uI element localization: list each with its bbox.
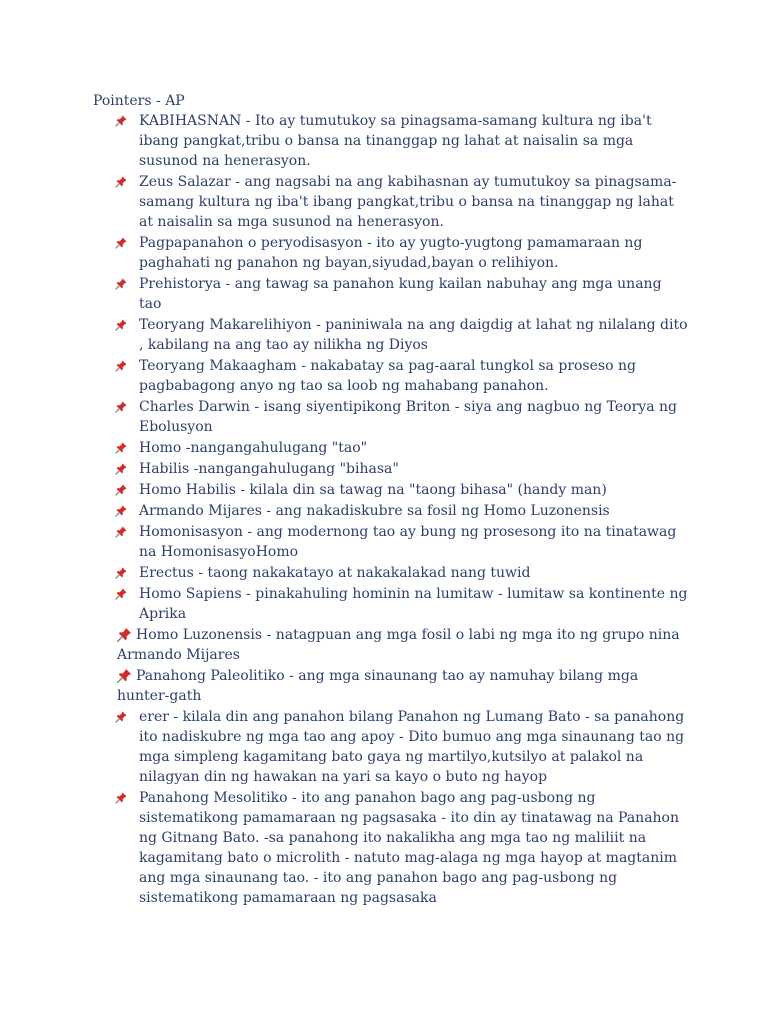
- list-item: [0, 438, 768, 458]
- list-item-text: Homonisasyon - ang modernong tao ay bung ng prosesong ito na tinatawag na HomonisasyoHomo: [139, 524, 677, 560]
- list-item-text: Homo -nangangahulugang "tao": [139, 440, 368, 456]
- list-item-text: Erectus - taong nakakatayo at nakakalakad nang tuwid: [139, 565, 531, 581]
- list-item: [0, 666, 768, 706]
- list-item: [0, 584, 768, 624]
- list-item: [0, 788, 768, 908]
- list-item-text: Pagpapanahon o peryodisasyon - ito ay yugto-yugtong pamamaraan ng paghahati ng panahon ng bayan,siyudad,bayan o relihiyon.: [139, 235, 643, 271]
- pushpin-icon: [114, 175, 128, 189]
- list-item-text: Homo Sapiens - pinakahuling hominin na lumitaw - lumitaw sa kontinente ng Aprika: [139, 586, 688, 622]
- pushpin-icon: [114, 318, 128, 332]
- pushpin-icon: [114, 359, 128, 373]
- list-item-text: erer - kilala din ang panahon bilang Panahon ng Lumang Bato - sa panahong ito nadiskubre ng mga tao ang apoy - Dito bumuo ang mga sinaunang tao ng mga simpleng kagamitang bato gaya ng martilyo,kutsilyo at palakol na nilagyan din ng hawakan na yari sa kayo o buto ng hayop: [139, 709, 685, 785]
- list-item: [0, 233, 768, 273]
- list-item: [0, 563, 768, 583]
- pushpin-icon: [114, 710, 128, 724]
- pushpin-icon: [114, 504, 128, 518]
- page-title: Pointers - AP: [93, 93, 185, 109]
- list-item: [0, 356, 768, 396]
- pushpin-icon: [114, 462, 128, 476]
- list-item-text: Prehistorya - ang tawag sa panahon kung kailan nabuhay ang mga unang tao: [139, 276, 662, 312]
- list-item-text: Zeus Salazar - ang nagsabi na ang kabihasnan ay tumutukoy sa pinagsama-samang kultura ng iba't ibang pangkat,tribu o bansa na tinanggap ng lahat at naisalin sa mga susunod na henerasyon.: [139, 174, 677, 230]
- list-item: [0, 707, 768, 787]
- list-item-text: Teoryang Makarelihiyon - paniniwala na ang daigdig at lahat ng nilalang dito , kabilang na ang tao ay nilikha ng Diyos: [139, 317, 688, 353]
- list-item: [0, 274, 768, 314]
- list-item: [0, 480, 768, 500]
- list-item: [0, 111, 768, 171]
- list-item-text: Panahong Mesolitiko - ito ang panahon bago ang pag-usbong ng sistematikong pamamaraan ng pagsasaka - ito din ay tinatawag na Panahon ng Gitnang Bato. -sa panahong ito nakalikha ang mga tao ng maliliit na kagamitang bato o microlith - natuto mag-alaga ng mga hayop at magtanim ang mga sinaunang tao. - ito ang panahon bago ang pag-usbong ng sistematikong pamamaraan ng pagsasaka: [139, 790, 680, 906]
- pushpin-icon: [114, 483, 128, 497]
- list-item: [0, 172, 768, 232]
- list-item: [0, 459, 768, 479]
- list-item-text: Armando Mijares - ang nakadiskubre sa fosil ng Homo Luzonensis: [139, 503, 610, 519]
- pushpin-icon: [116, 627, 132, 643]
- list-item: [0, 522, 768, 562]
- list-item-text: Homo Luzonensis - natagpuan ang mga fosil o labi ng mga ito ng grupo nina Armando Mijares: [117, 627, 680, 663]
- pushpin-icon: [114, 441, 128, 455]
- pushpin-icon: [114, 566, 128, 580]
- list-item-text: Teoryang Makaagham - nakabatay sa pag-aaral tungkol sa proseso ng pagbabagong anyo ng tao sa loob ng mahabang panahon.: [139, 358, 636, 394]
- pushpin-icon: [114, 400, 128, 414]
- pushpin-icon: [114, 791, 128, 805]
- list-item: [0, 315, 768, 355]
- pushpin-icon: [114, 236, 128, 250]
- bullet-list: [0, 111, 768, 909]
- list-item-text: Habilis -nangangahulugang "bihasa": [139, 461, 399, 477]
- list-item-text: KABIHASNAN - Ito ay tumutukoy sa pinagsama-samang kultura ng iba't ibang pangkat,tribu o bansa na tinanggap ng lahat at naisalin sa mga susunod na henerasyon.: [139, 113, 652, 169]
- list-item: [0, 501, 768, 521]
- pushpin-icon: [114, 525, 128, 539]
- list-item-text: Panahong Paleolitiko - ang mga sinaunang tao ay namuhay bilang mga hunter-gath: [117, 668, 639, 704]
- pushpin-icon: [114, 114, 128, 128]
- list-item: [0, 397, 768, 437]
- pushpin-icon: [116, 668, 132, 684]
- list-item-text: Charles Darwin - isang siyentipikong Briton - siya ang nagbuo ng Teorya ng Ebolusyon: [139, 399, 677, 435]
- pushpin-icon: [114, 587, 128, 601]
- list-item-text: Homo Habilis - kilala din sa tawag na "taong bihasa" (handy man): [139, 482, 607, 498]
- list-item: [0, 625, 768, 665]
- pushpin-icon: [114, 277, 128, 291]
